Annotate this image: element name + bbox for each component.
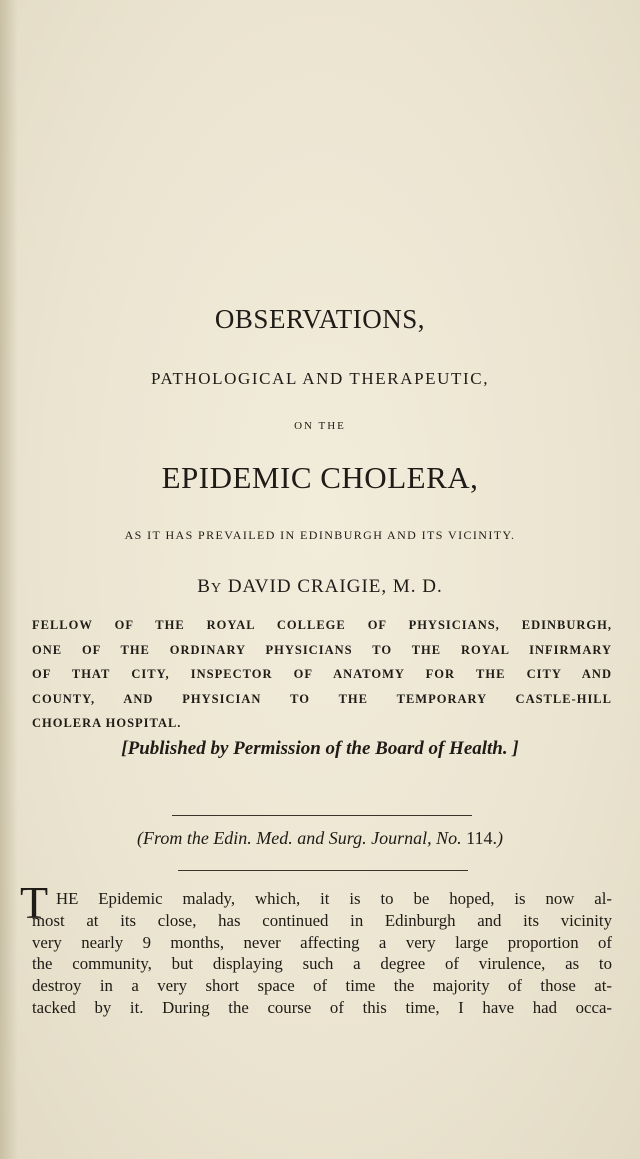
body-line: tacked by it. During the course of this time, I have had occa- — [32, 997, 612, 1017]
journal-note — [0, 828, 640, 849]
body-line: the community, but displaying such a degree of virulence, as to — [32, 954, 612, 974]
on-the-line: ON THE — [294, 420, 346, 432]
author-by-cap: B — [197, 576, 211, 597]
main-title: EPIDEMIC CHOLERA, — [161, 460, 479, 495]
drop-cap: T — [20, 877, 49, 928]
journal-number: 114. — [466, 828, 497, 848]
body-line: very nearly 9 months, never affecting a very large proportion of — [32, 932, 612, 952]
body-line: destroy in a very short space of time the majority of those at- — [32, 976, 612, 996]
credential-line: CHOLERA HOSPITAL. — [32, 716, 182, 730]
credential-line: COUNTY, AND PHYSICIAN TO THE TEMPORARY CASTLE-HILL — [32, 691, 612, 706]
credential-line: FELLOW OF THE ROYAL COLLEGE OF PHYSICIANS, EDINBURGH, — [32, 618, 612, 632]
journal-note-close: ) — [496, 828, 503, 848]
body-line: most at its close, has continued in Edinburgh and its vicinity — [32, 911, 612, 930]
permission-note: [Published by Permission of the Board of Health. ] — [121, 738, 519, 759]
author-credentials — [32, 613, 612, 736]
credential-line: ONE OF THE ORDINARY PHYSICIANS TO THE ROYAL INFIRMARY — [32, 642, 612, 657]
body-first-line: HE Epidemic malady, which, it is to be hoped, is now al- — [56, 889, 612, 908]
location-line: AS IT HAS PREVAILED IN EDINBURGH AND ITS VICINITY. — [124, 528, 516, 542]
author-line — [0, 576, 640, 598]
divider-rule — [172, 815, 472, 816]
subtitle: PATHOLOGICAL AND THERAPEUTIC, — [150, 369, 490, 388]
author-name: DAVID CRAIGIE, M. D. — [227, 576, 443, 597]
credential-line: OF THAT CITY, INSPECTOR OF ANATOMY FOR THE CITY AND — [32, 667, 612, 681]
body-paragraph — [32, 910, 612, 1019]
journal-note-text: (From the Edin. Med. and Surg. Journal, No. — [137, 828, 462, 848]
divider-rule — [178, 870, 468, 871]
page-title: OBSERVATIONS, — [214, 304, 426, 334]
author-by-rest: Y — [210, 581, 223, 596]
